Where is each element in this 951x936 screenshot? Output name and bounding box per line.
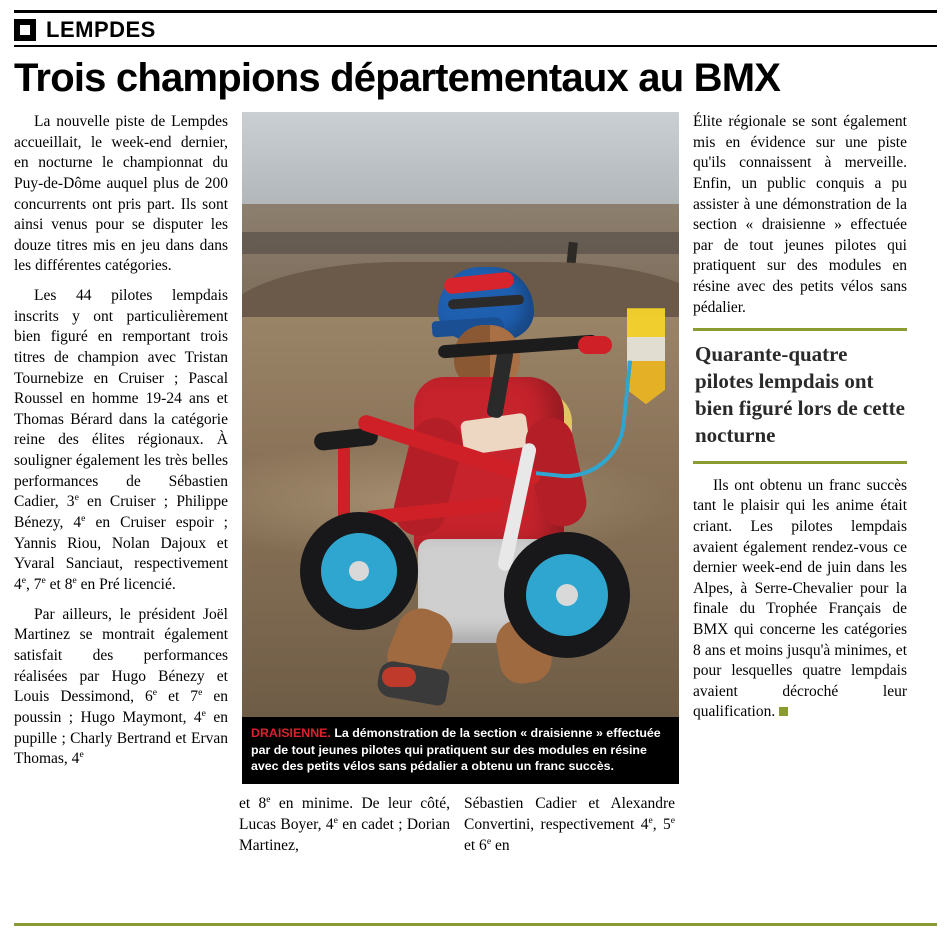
- paragraph: et 8e en minime. De leur côté, Lucas Boyer, 4e en cadet ; Dorian Martinez,: [239, 794, 450, 854]
- end-mark-icon: [779, 707, 788, 716]
- section-label: LEMPDES: [46, 17, 156, 42]
- column-middle: [242, 112, 679, 784]
- continuation-right: [464, 794, 675, 856]
- caption-lead: DRAISIENNE.: [251, 726, 331, 741]
- section-kicker: [14, 13, 937, 47]
- photo-rail: [242, 232, 679, 254]
- paragraph-text: Ils ont obtenu un franc succès tant le plaisir qui les anime était criant. Les pilotes lempdais avaient également rendez-vous ce dernier week-end de juin dans les Alpes, à Serre-Chevalier pour la finale du Trophée Français de BMX qui concerne les catégories 8 ans et moins jusqu'à minimes, et pour lesquelles quatre lempdais avaient décroché leur qualification.: [693, 476, 907, 721]
- photo-bike-grip: [578, 336, 612, 354]
- paragraph: Sébastien Cadier et Alexandre Convertini, respectivement 4e, 5e et 6e en: [464, 795, 676, 854]
- continuation-spacer-right: [689, 794, 900, 856]
- continuation-spacer: [14, 794, 225, 856]
- caption-text: La démonstration de la section « draisienne » effectuée par de tout jeunes pilotes qui pratiquent sur des modules en résine avec des petits vélos sans pédalier a obtenu un franc succès.: [251, 726, 661, 773]
- photo-figure: [242, 112, 679, 784]
- column-right: [693, 112, 907, 723]
- paragraph: Les 44 pilotes lempdais inscrits y ont particulièrement bien figuré en remportant trois titres de champion avec Tristan Tournebize en Cruiser ; Pascal Roussel en homme 19-24 ans et Thomas Bérard dans la catégorie reine des élites régionaux. À souligner également les très belles performances de Sébastien Cadier, 3e en Cruiser ; Philippe Bénezy, 4e en Cruiser espoir ; Yannis Riou, Nolan Dajoux et Yvaral Sanciaut, respectivement 4e, 7e et 8e en Pré licencié.: [14, 287, 228, 594]
- newspaper-page: [0, 10, 951, 936]
- continuation-columns: [14, 794, 937, 856]
- photo-flag: [627, 308, 665, 404]
- column-left: [14, 112, 228, 770]
- article-columns: [14, 112, 937, 784]
- paragraph: [693, 476, 907, 723]
- paragraph: La nouvelle piste de Lempdes accueillait, le week-end dernier, en nocturne le championnat du Puy-de-Dôme auquel plus de 200 concurrents ont pris part. Ils sont ainsi venus pour se disputer les douze titres mis en jeu dans dans les différentes catégories.: [14, 113, 228, 275]
- pull-quote: Quarante-quatre pilotes lempdais ont bien figuré lors de cette nocturne: [693, 328, 907, 464]
- square-bullet-icon: [14, 19, 36, 41]
- photo-caption: [242, 717, 679, 784]
- photo-shoe-left-accent: [382, 667, 416, 687]
- paragraph: Par ailleurs, le président Joël Martinez se montrait également satisfait des performances réalisées par Hugo Bénezy et Louis Dessimond, 6e et 7e en poussin ; Hugo Maymont, 4e en pupille ; Charly Bertrand et Ervan Thomas, 4e: [14, 605, 228, 768]
- page-title: Trois champions départementaux au BMX: [14, 56, 781, 100]
- paragraph: Élite régionale se sont également mis en évidence sur une piste qu'ils connaissent à merveille. Enfin, un public conquis a pu assister à une démonstration de la section « draisienne » effectuée par de tout jeunes pilotes qui pratiquent sur des modules en résine avec des petits vélos sans pédalier.: [693, 113, 907, 316]
- bmx-draisienne-photo: [242, 112, 679, 717]
- continuation-left: [239, 794, 450, 856]
